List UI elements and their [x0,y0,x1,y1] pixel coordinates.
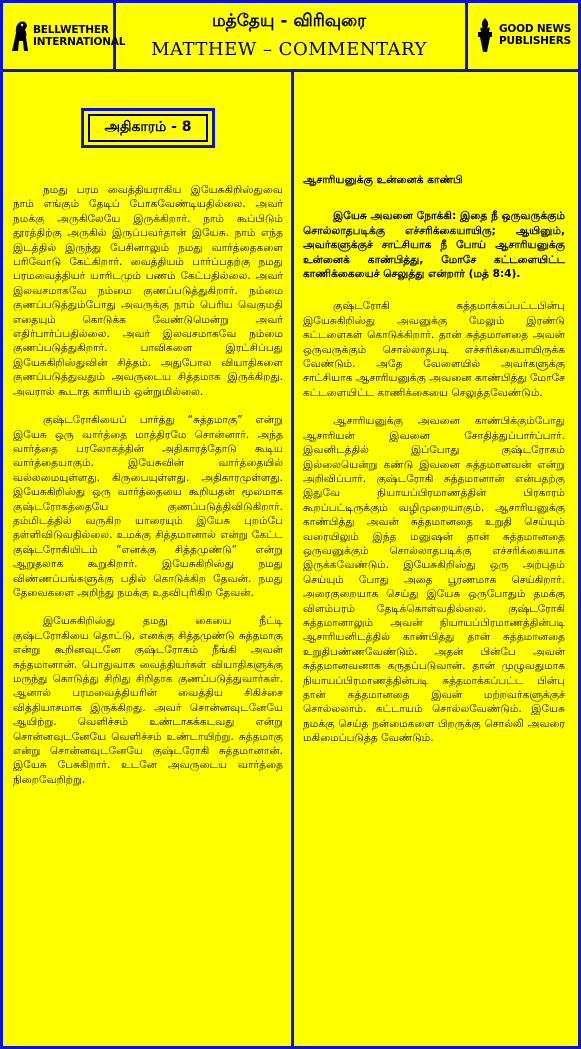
right-paragraph: குஷ்டரோகி சுத்தமாக்கப்பட்டபின்பு இயேசுகிறிஸ்து அவனுக்கு மேலும் இரண்டு கட்டளைகள் கொடுக்கிறார். தான் சுத்தமானதை அவன் ஒருவருக்கும் சொல்லாதபடி எச்சரிக்கையாயிருக்க வேண்டும். அதே வேளையில் அவர்களுக்கு சாட்சியாக ஆசாரியனுக்கு அவனை காண்பித்து மோசே கட்டளையிட்ட காணிக்கையை செலுத்தவேண்டும். [303,300,565,399]
chapter-box [81,108,215,148]
section-heading: ஆசாரியனுக்கு உன்னைக் காண்பி [303,174,463,186]
lamb-icon [9,19,31,53]
left-column [13,183,283,801]
scripture-verse: இயேசு அவனை நோக்கி: இதை நீ ஒருவருக்கும் சொல்லாதபடிக்கு எச்சரிக்கையாயிரு; ஆயினும், அவர்களுக்குச் சாட்சியாக நீ போய் ஆசாரியனுக்கு உன்னைக் காண்பித்து, மோசே கட்டளையிட்ட காணிக்கையைச் செலுத்து என்றார் (மத் 8:4). [303,210,565,281]
title-cell [116,3,468,69]
left-paragraph: நமது பரம வைத்தியராகிய இயேசுகிறிஸ்துவை நாம் எங்கும் தேடிப் போகவேண்டியதில்லை. அவர் நமக்கு அருகிலேயே இருக்கிறார். நாம் கூப்பிடும் தூரத்திற்கு அருகில் இருப்பவர்தான் இயேசு. நாம் எந்த இடத்தில் இருந்து பேசினாலும் நமது வார்த்தைகளை பரிவோடு கேட்கிறார். வைத்தியம் பார்ப்பதற்கு நமது பரமவைத்தியர் யாரிடமும் பணம் கேட்பதில்லை. அவர் இலவசமாகவே நம்மை குணப்படுத்துகிறார். நம்மை குணப்படுத்தும்போது அவருக்கு நாம் பெரிய வெகுமதி எதையும் கொடுக்க வேண்டுமென்று அவர் எதிர்பார்ப்பதில்லை. அவர் இலவசமாகவே நம்மை குணப்படுத்துகிறார். பாவிகளை இரட்சிப்பது இயேசுகிறிஸ்துவின் சித்தம். அதுபோல வியாதிகளை குணப்படுத்துவதும் அவருடைய சித்தமாக இருக்கிறது. அவரால் கூடாத காரியம் ஒன்றுமில்லை. [13,184,283,398]
left-paragraph: குஷ்டரோகியைப் பார்த்து “சுத்தமாகு” என்று இயேசு ஒரு வார்த்தை மாத்திரமே சொன்னார். அந்த வார்த்தை பரலோகத்தின் அதிகாரத்தோடு கூடிய வார்த்தையாகும். இயேசுவின் வார்த்தையில் வல்லமையுள்ளது. கிருபையுள்ளது. அதிகாரமுள்ளது. இயேசுகிறிஸ்து ஒரு வார்த்தையை கூறியதன் மூலமாக குஷ்டரோகத்தையே குணப்படுத்திவிடுகிறார். தம்மிடத்தில் வருகிற யாரையும் இயேசு புறம்பே தள்ளிவிடுவதில்லை. உமக்கு சித்தமானால் என்று கேட்ட குஷ்டரோகியிடம் “எனக்கு சித்தமுண்டு” என்று ஆறுதலாக கூறுகிறார். இயேசுகிறிஸ்து நமது விண்ணப்பங்களுக்கு பதில் கொடுக்கிற தேவன். நமது தேவைகளை அறிந்து நமக்கு உதவிபுரிகிற தேவன். [13,414,283,599]
bellwether-logo-cell [3,3,126,69]
column-divider [291,72,294,1046]
right-column [303,173,565,760]
title-english: MATTHEW – COMMENTARY [151,39,427,60]
title-tamil: மத்தேயு - விரிவுரை [211,11,367,31]
good-news-logo-text: GOOD NEWS PUBLISHERS [499,23,572,47]
page-header [3,3,578,69]
bellwether-logo-text: BELLWETHER INTERNATIONAL [33,24,126,48]
left-paragraph: இயேசுகிறிஸ்து தமது கையை நீட்டி குஷ்டரோகியை தொட்டு, எனக்கு சித்தமுண்டு சுத்தமாகு என்று கூறினவுடனே குஷ்டரோகம் நீங்கி அவன் சுத்தமானான். பொதுவாக வைத்தியர்கள் வியாதிகளுக்கு மருந்து கொடுத்து சிறிது சிறிதாக குணப்படுத்துவார்கள். ஆனால் பரமவைத்தியரின் வைத்திய சிகிச்சை வித்தியாசமாக இருக்கிறது. அவர் சொன்னவுடனேயே ஆயிற்று. வெளிச்சம் உண்டாகக்கடவது என்று சொன்னவுடனேயே வெளிச்சம் உண்டாயிற்று. சுத்தமாகு என்று சொன்னவுடனேயே குஷ்டரோகி சுத்தமானான். இயேசு பேசுகிறார். உடனே அவருடைய வார்த்தை நிறைவேறிற்று. [13,615,283,786]
good-news-logo-cell [468,3,578,69]
chapter-label: அதிகாரம் - 8 [88,114,208,142]
right-paragraph: ஆசாரியனுக்கு அவனை காண்பிக்கும்போது ஆசாரியன் இவனை சோதித்துப்பார்ப்பார். இவனிடத்தில் இப்போது குஷ்டரோகம் இல்லையென்று கண்டு இவனை சுத்தமானவன் என்று அறிவிப்பார். குஷ்டரோகி சுத்தமானான் என்பதற்கு இதுவே நியாயப்பிரமாணத்தின் பிரகாரம் கூறப்பட்டிருக்கும் வழிமுறையாகும். ஆசாரியனுக்கு காண்பித்து அவன் சுத்தமானதை உறுதி செய்யும் வரையிலும் இந்த மனுஷன் தான் சுத்தமானதை ஒருவனுக்கும் சொல்லாதபடிக்கு எச்சரிக்கையாக இருக்கவேண்டும். இயேசுகிறிஸ்து ஒரு அற்புதம் செய்யும் போது அதை பூரணமாக செய்கிறார். அரைகுறையாக செய்து இயேசு ஒருபோதும் தமக்கு விளம்பரம் தேடிக்கொள்வதில்லை. குஷ்டரோகி சுத்தமானாலும் அவன் நியாயப்பிரமாணத்தின்படி ஆசாரியனிடத்தில் காண்பித்து தான் சுத்தமானதை உறுதிபண்ணவேண்டும். அதன் பின்பே அவன் சுத்தமானவனாக கருதப்படுவான். தான் முழுவதுமாக நியாயப்பிரமாணத்தின்படி சுத்தமாக்கப்பட்ட பின்பு தான் சுத்தமானதை இவன் மற்றவர்களுக்குச் சொல்லலாம். கட்டாயம் சொல்லவேண்டும். இயேசு நமக்கு செய்த நன்மைகளை பிறருக்கு சொல்லி அவரை மகிமைப்படுத்த வேண்டும். [303,415,565,745]
torch-icon [474,17,496,53]
